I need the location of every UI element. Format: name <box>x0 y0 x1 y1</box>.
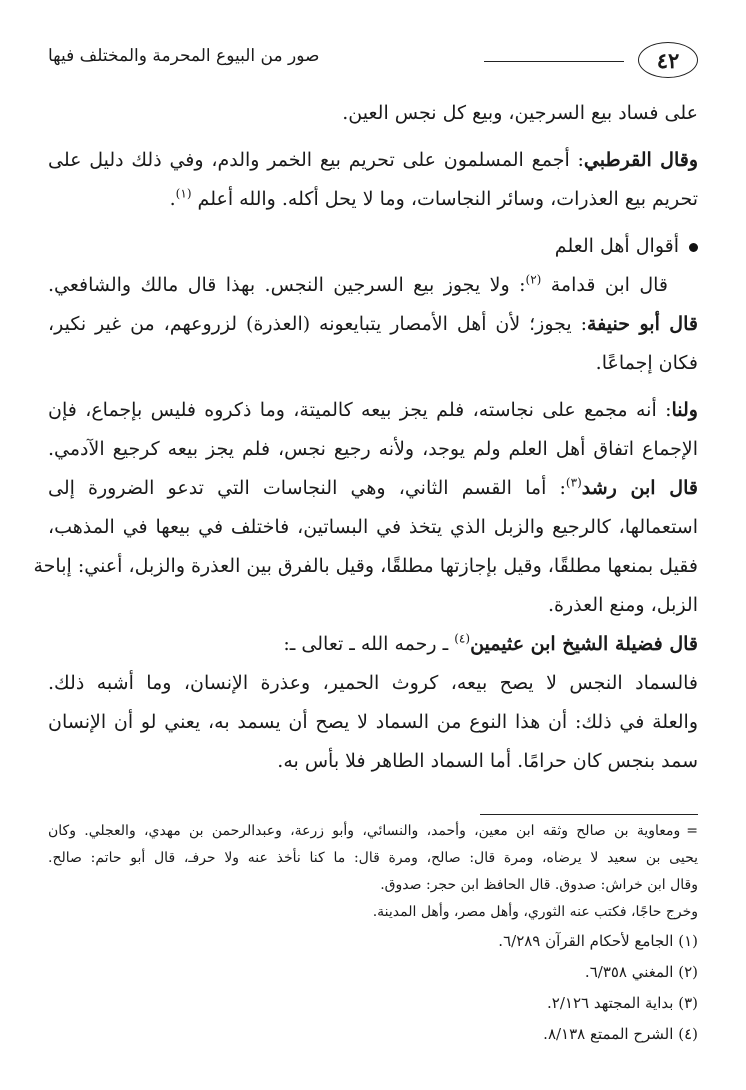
footnote-line: يحيى بن سعيد لا يرضاه، ومرة قال: صالح، ومرة قال: ما كنا نأخذ عنه ولا حرفـ، قال أبو حاتم: صالح. <box>48 850 698 866</box>
footnote-item: (٢) المغني ٦/٣٥٨. <box>584 963 698 981</box>
bullet-icon <box>689 243 698 252</box>
speaker-label: قال ابن رشد <box>581 477 698 499</box>
footnote-rule <box>480 814 698 815</box>
page-header <box>48 38 698 86</box>
running-title: صور من البيوع المحرمة والمختلف فيها <box>48 46 320 66</box>
text-line: الزبل، ومنع العذرة. <box>547 594 698 616</box>
text-line: فقيل بمنعها مطلقًا، وقيل بإجازتها مطلقًا، وقيل بالفرق بين العذرة والزبل، أعني: إباحة <box>33 555 698 577</box>
text-line: تحريم بيع العذرات، وسائر النجاسات، وما لا يحل أكله. والله أعلم $^{(١)}$. <box>169 186 698 210</box>
footnote-number: (٣) <box>678 994 698 1012</box>
footnote-line: وقال ابن خراش: صدوق. قال الحافظ ابن حجر: صدوق. <box>380 877 698 893</box>
text-line: وقال القرطبي: أجمع المسلمون على تحريم بيع الخمر والدم، وفي ذلك دليل على <box>48 149 698 171</box>
page-number: ٤٢ <box>638 42 698 78</box>
footnote-number: (٢) <box>678 963 698 981</box>
footnote-line: وخرج حاجًا، فكتب عنه الثوري، وأهل مصر، وأهل المدينة. <box>372 904 698 920</box>
text-line: سمد بنجس كان حرامًا. أما السماد الطاهر فلا بأس به. <box>277 750 698 772</box>
text-line: فالسماد النجس لا يصح بيعه، كروث الحمير، وعذرة الإنسان، وما أشبه ذلك. <box>48 672 698 694</box>
text-line: استعمالها، كالرجيع والزبل الذي يتخذ في البساتين، فاختلف في بيعها في المذهب، <box>48 516 698 538</box>
header-rule <box>484 61 624 62</box>
footnote-number: (١) <box>678 932 698 950</box>
footnote-ref[interactable]: (٣) <box>565 475 582 490</box>
footnote-line: =ومعاوية بن صالح وثقه ابن معين، وأحمد، والنسائي، وأبو زرعة، وعبدالرحمن بن مهدي، والعجلي. وكان <box>48 823 698 839</box>
text-line: على فساد بيع السرجين، وبيع كل نجس العين. <box>342 102 698 124</box>
main-text <box>33 94 698 781</box>
footnote-ref[interactable]: (١) <box>175 186 192 201</box>
text-line: قال ابن رشد$^{(٣)}$: أما القسم الثاني، وهي النجاسات التي تدعو الضرورة إلى <box>48 475 698 499</box>
speaker-label: قال أبو حنيفة <box>586 313 698 335</box>
footnote-item: (٣) بداية المجتهد ٢/١٢٦. <box>547 994 698 1012</box>
footnote-ref[interactable]: (٢) <box>525 272 542 287</box>
footnote-item: (١) الجامع لأحكام القرآن ٦/٢٨٩. <box>498 932 698 950</box>
footnote-number: (٤) <box>678 1025 698 1043</box>
speaker-label: ولنا <box>671 399 698 421</box>
speaker-label: وقال القرطبي <box>583 149 698 171</box>
text-line: والعلة في ذلك: أن هذا النوع من السماد لا يصح أن يسمد به، يعني لو أن الإنسان <box>48 711 698 733</box>
section-heading: أقوال أهل العلم <box>48 227 698 266</box>
footnote-item: (٤) الشرح الممتع ٨/١٣٨. <box>543 1025 698 1043</box>
footnote-ref[interactable]: (٤) <box>454 631 471 646</box>
text-line: قال ابن قدامة $^{(٢)}$: ولا يجوز بيع السرجين النجس. بهذا قال مالك والشافعي. <box>48 272 668 296</box>
text-line: قال أبو حنيفة: يجوز؛ لأن أهل الأمصار يتبايعونه (العذرة) لزروعهم، من غير نكير، <box>48 313 698 335</box>
speaker-label: قال فضيلة الشيخ ابن عثيمين <box>470 633 698 655</box>
text-line: الإجماع اتفاق أهل العلم ولم يوجد، ولأنه رجيع نجس، فلم يجز بيعه كرجيع الآدمي. <box>48 438 698 460</box>
text-line: ولنا: أنه مجمع على نجاسته، فلم يجز بيعه كالميتة، وما ذكروه فليس بإجماع، فإن <box>48 399 698 421</box>
footnotes <box>48 818 698 1050</box>
text-line: قال فضيلة الشيخ ابن عثيمين$^{(٤)}$ ـ رحمه الله ـ تعالى ـ: <box>283 631 698 655</box>
text-line: فكان إجماعًا. <box>595 352 698 374</box>
